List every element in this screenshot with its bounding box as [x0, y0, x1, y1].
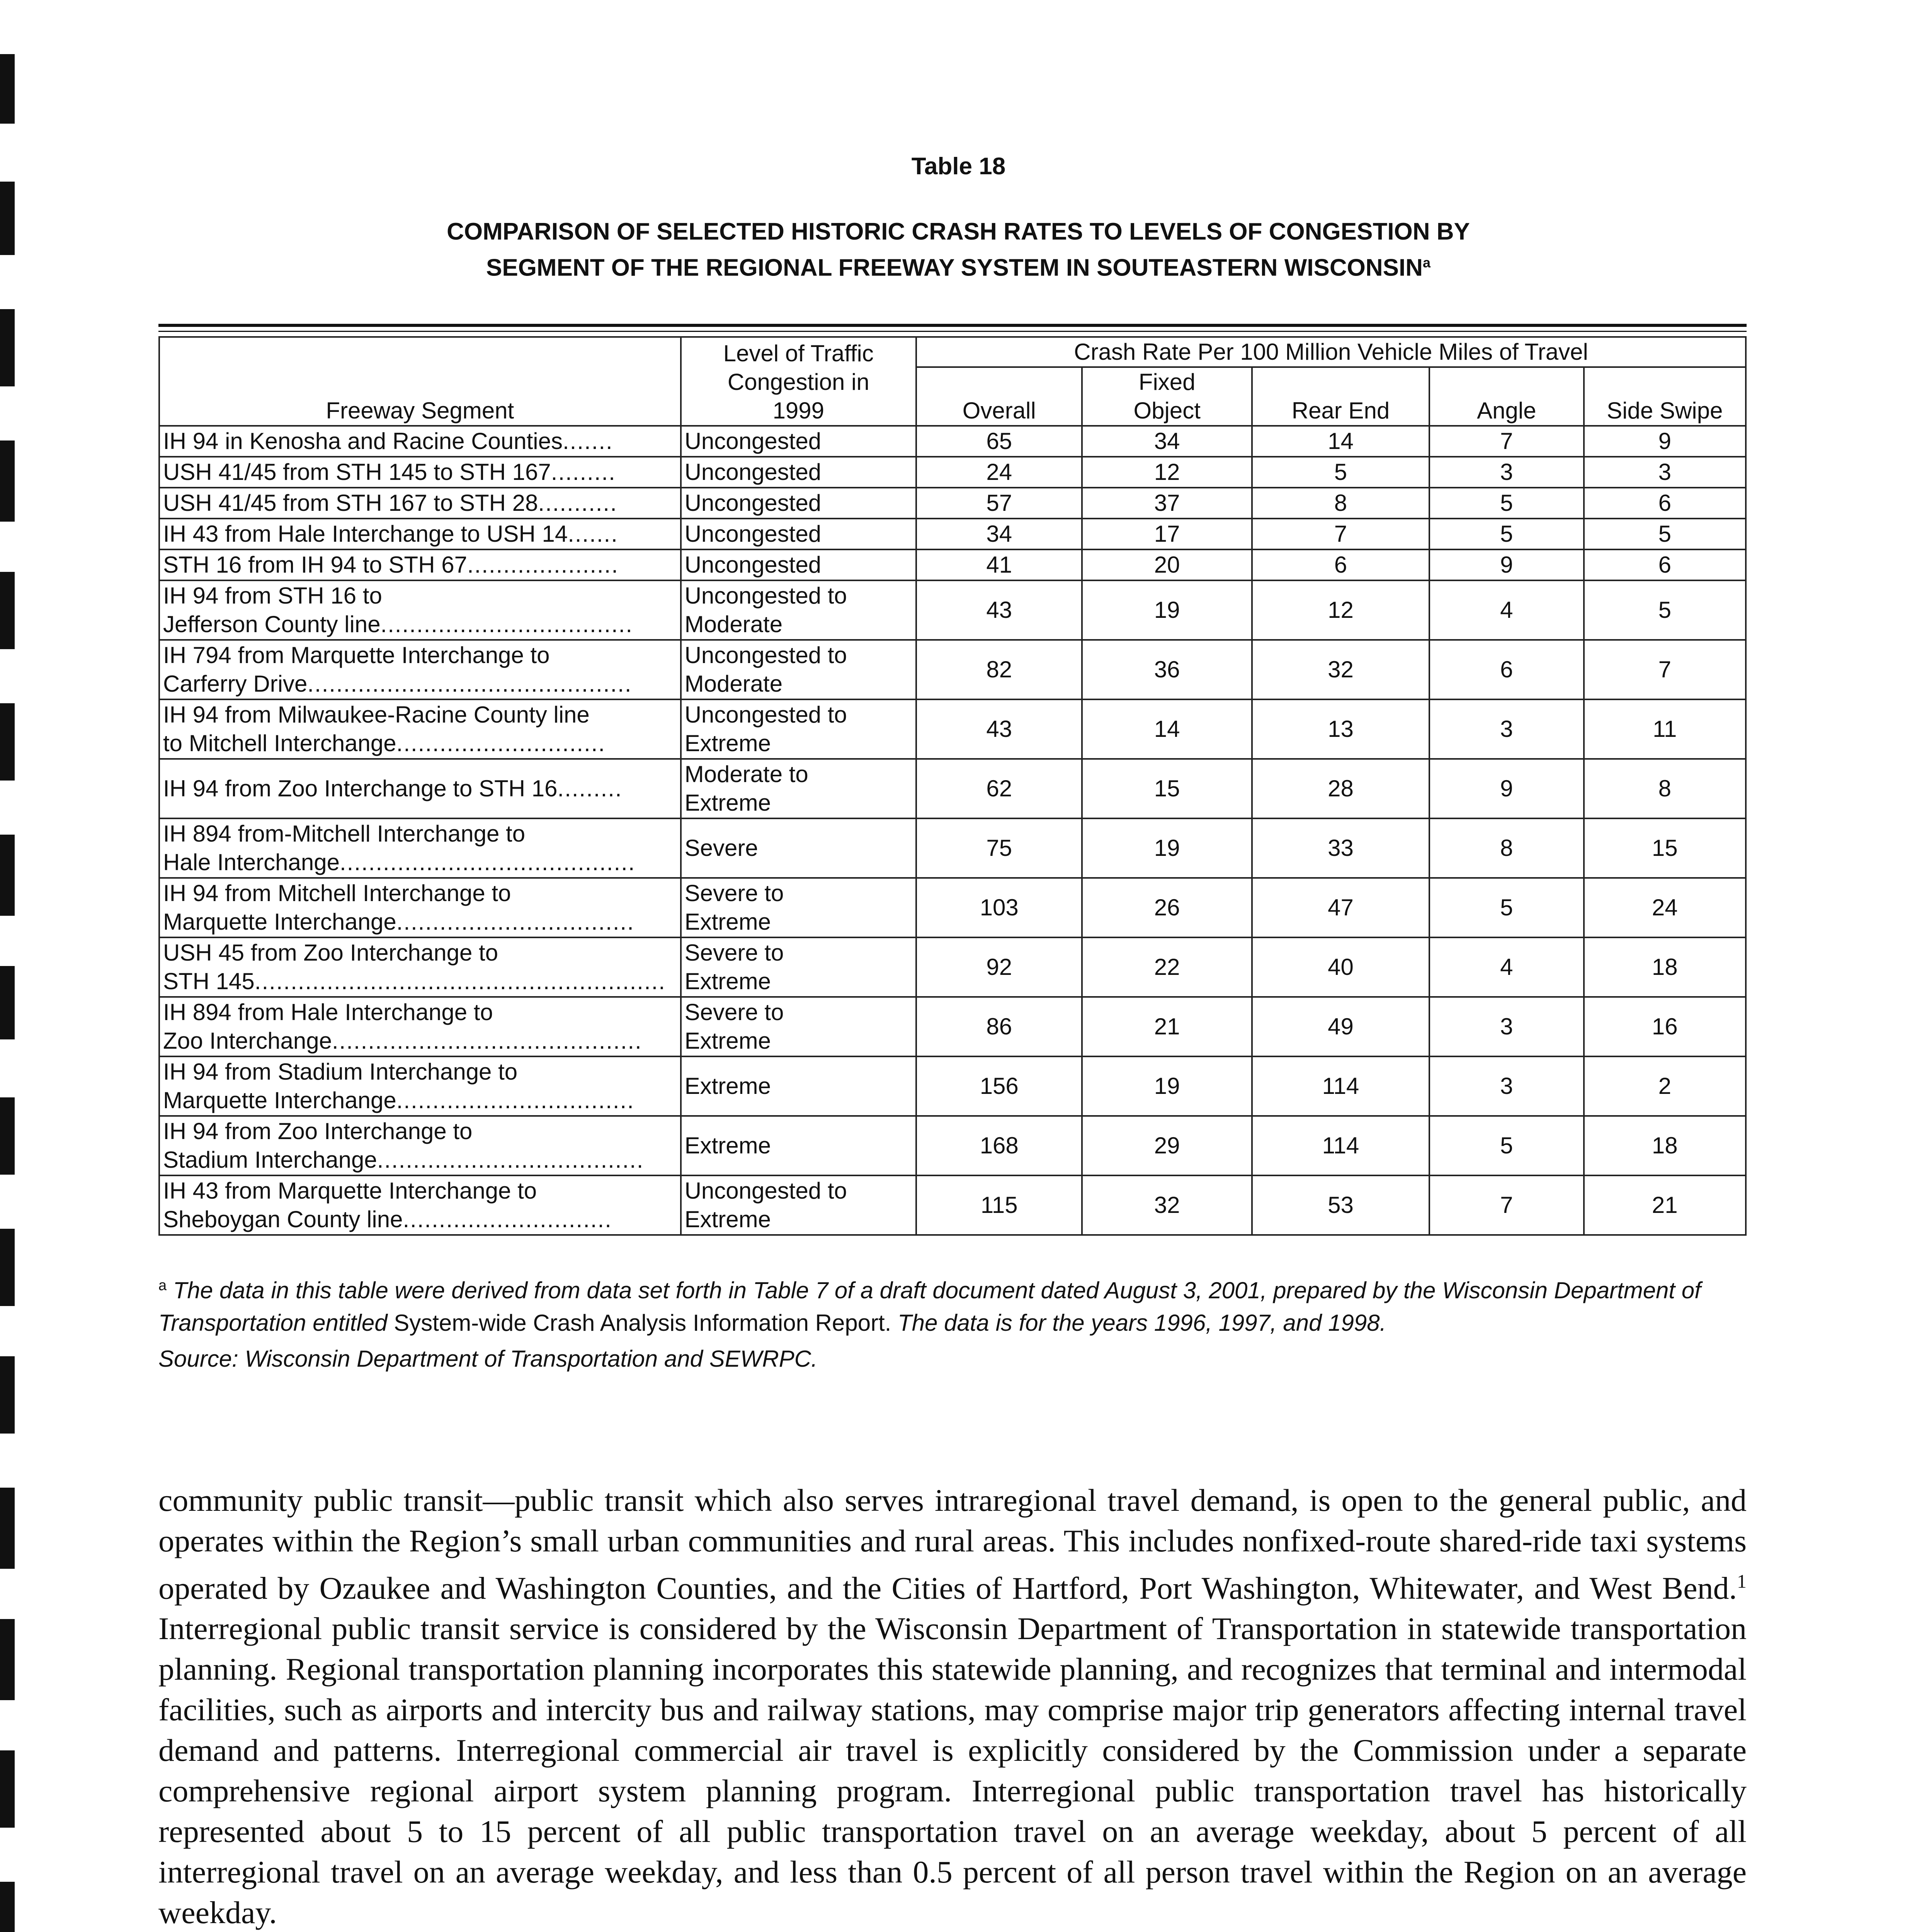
cell-rear-end: 33: [1252, 818, 1429, 878]
cell-overall: 34: [916, 519, 1082, 549]
congestion-line: Extreme: [684, 1073, 771, 1099]
cell-fixed-object: 19: [1082, 580, 1252, 640]
table-row: [159, 699, 1746, 759]
cell-freeway-segment: [159, 699, 681, 759]
segment-text: IH 894 from-Mitchell Interchange to: [163, 821, 526, 847]
cell-congestion-level: [681, 878, 916, 937]
cell-freeway-segment: [159, 878, 681, 937]
title-note-mark: a: [1422, 255, 1431, 270]
cell-angle: 8: [1429, 818, 1584, 878]
cell-rear-end: 28: [1252, 759, 1429, 818]
segment-text: to Mitchell Interchange: [163, 730, 396, 756]
segment-line: [163, 1205, 677, 1234]
congestion-line: Severe to: [684, 940, 784, 966]
cell-freeway-segment: [159, 457, 681, 488]
segment-text: Hale Interchange: [163, 849, 340, 875]
header-crash-rate-group: Crash Rate Per 100 Million Vehicle Miles of Travel: [916, 337, 1746, 367]
congestion-line: Extreme: [684, 1206, 771, 1232]
cell-fixed-object: 15: [1082, 759, 1252, 818]
congestion-line: Extreme: [684, 909, 771, 935]
body-paragraph: community public transit—public transit which also serves intraregional travel demand, is open to the general public, and operates within the Region’s small urban communities and rural areas. This includes nonfixed-route shared-ride taxi systems operated by Ozaukee and Washington Counties, and the Cities of Hartford, Port Washington, Whitewater, and West Bend.$^1$ Interregional public transit service is considered by the Wisconsin Department of Transportation in statewide transportation planning. Regional transportation planning incorporates this statewide planning, and recognizes that terminal and intermodal facilities, such as airports and intercity bus and railway stations, may comprise major trip generators affecting internal travel demand and patterns. Interregional commercial air travel is explicitly considered by the Commission under a separate comprehensive regional airport system planning program. Interregional public transportation travel has historically represented about 5 to 15 percent of all public transportation travel on an average weekday, about 5 percent of all interregional travel on an average weekday, and less than 0.5 percent of all person travel within the Region on an average weekday.: [158, 1483, 1747, 1930]
punch-mark: [0, 703, 15, 781]
cell-congestion-level: [681, 997, 916, 1056]
cell-fixed-object: 21: [1082, 997, 1252, 1056]
cell-congestion-level: [681, 580, 916, 640]
congestion-line: Uncongested to: [684, 583, 847, 609]
cell-fixed-object: 19: [1082, 1056, 1252, 1116]
table-note: [158, 1269, 1747, 1339]
congestion-line: Uncongested: [684, 459, 822, 485]
table-note-mark: a: [158, 1277, 167, 1294]
congestion-line: Moderate: [684, 671, 783, 697]
cell-freeway-segment: [159, 580, 681, 640]
cell-congestion-level: [681, 759, 916, 818]
segment-line: [163, 848, 677, 877]
cell-overall: 156: [916, 1056, 1082, 1116]
segment-text: Marquette Interchange: [163, 909, 396, 935]
punch-mark: [0, 1356, 15, 1434]
cell-side-swipe: 5: [1584, 519, 1746, 549]
segment-line: [163, 1146, 677, 1174]
cell-side-swipe: 7: [1584, 640, 1746, 699]
congestion-line: Extreme: [684, 1028, 771, 1054]
cell-angle: 9: [1429, 549, 1584, 580]
table-top-rule: [158, 324, 1747, 327]
segment-text: IH 94 from Zoo Interchange to STH 16: [163, 776, 558, 801]
cell-freeway-segment: [159, 1116, 681, 1175]
punch-mark: [0, 1229, 15, 1306]
cell-overall: 43: [916, 580, 1082, 640]
source-label: Source:: [158, 1346, 238, 1372]
congestion-line: Extreme: [684, 790, 771, 816]
table-row: [159, 1116, 1746, 1175]
congestion-line: Uncongested to: [684, 642, 847, 668]
cell-congestion-level: [681, 519, 916, 549]
congestion-line: Extreme: [684, 730, 771, 756]
segment-text: Zoo Interchange: [163, 1028, 332, 1054]
leader-dots: .........................................................: [254, 968, 666, 994]
cell-rear-end: 47: [1252, 878, 1429, 937]
table-number: Table 18: [911, 153, 1006, 180]
segment-text: IH 94 from Stadium Interchange to: [163, 1059, 518, 1085]
cell-angle: 3: [1429, 457, 1584, 488]
cell-angle: 5: [1429, 519, 1584, 549]
leader-dots: .....................................: [377, 1147, 644, 1173]
punch-mark: [0, 1097, 15, 1175]
cell-freeway-segment: [159, 640, 681, 699]
table-row: [159, 488, 1746, 519]
congestion-line: Uncongested: [684, 552, 822, 578]
congestion-line: Extreme: [684, 968, 771, 994]
punch-mark: [0, 1882, 15, 1932]
congestion-line: Uncongested: [684, 490, 822, 516]
cell-fixed-object: 12: [1082, 457, 1252, 488]
cell-rear-end: 114: [1252, 1116, 1429, 1175]
segment-line: [163, 729, 677, 758]
segment-text: IH 94 from Zoo Interchange to: [163, 1118, 473, 1144]
segment-text: IH 94 from STH 16 to: [163, 583, 382, 609]
cell-overall: 24: [916, 457, 1082, 488]
segment-line: [163, 1117, 677, 1146]
footnote-reference: 1: [1737, 1570, 1747, 1592]
segment-text: Stadium Interchange: [163, 1147, 377, 1173]
cell-congestion-level: [681, 818, 916, 878]
segment-line: [163, 908, 677, 936]
cell-freeway-segment: [159, 937, 681, 997]
leader-dots: .........................................: [339, 849, 636, 875]
cell-congestion-level: [681, 699, 916, 759]
leader-dots: .........: [551, 459, 616, 485]
cell-fixed-object: 34: [1082, 426, 1252, 457]
congestion-line: Severe to: [684, 999, 784, 1025]
segment-line: [163, 427, 677, 456]
cell-angle: 3: [1429, 1056, 1584, 1116]
table-header: [159, 337, 1746, 426]
crash-rate-table: [158, 336, 1747, 1236]
cell-overall: 168: [916, 1116, 1082, 1175]
table-row: [159, 519, 1746, 549]
cell-fixed-object: 19: [1082, 818, 1252, 878]
congestion-line: Severe: [684, 835, 758, 861]
segment-line: [163, 551, 677, 579]
cell-overall: 62: [916, 759, 1082, 818]
punch-mark: [0, 1488, 15, 1569]
cell-congestion-level: [681, 640, 916, 699]
cell-freeway-segment: [159, 1175, 681, 1235]
table-row: [159, 426, 1746, 457]
cell-angle: 4: [1429, 580, 1584, 640]
cell-rear-end: 40: [1252, 937, 1429, 997]
cell-fixed-object: 37: [1082, 488, 1252, 519]
cell-rear-end: 14: [1252, 426, 1429, 457]
cell-angle: 7: [1429, 426, 1584, 457]
header-side-swipe: Side Swipe: [1584, 367, 1746, 426]
segment-text: Marquette Interchange: [163, 1087, 396, 1113]
leader-dots: ...........................................: [332, 1028, 642, 1054]
segment-text: USH 41/45 from STH 145 to STH 167: [163, 459, 551, 485]
congestion-line: Moderate to: [684, 761, 808, 787]
table-row: [159, 549, 1746, 580]
header-freeway-segment: Freeway Segment: [159, 337, 681, 426]
punch-mark: [0, 182, 15, 255]
punch-mark: [0, 1750, 15, 1828]
cell-overall: 103: [916, 878, 1082, 937]
cell-side-swipe: 11: [1584, 699, 1746, 759]
segment-text: Carferry Drive: [163, 671, 308, 697]
header-overall: Overall: [916, 367, 1082, 426]
cell-overall: 57: [916, 488, 1082, 519]
cell-freeway-segment: [159, 818, 681, 878]
punch-mark: [0, 54, 15, 124]
leader-dots: .................................: [396, 909, 634, 935]
cell-angle: 3: [1429, 699, 1584, 759]
table-title-line-1: COMPARISON OF SELECTED HISTORIC CRASH RATES TO LEVELS OF CONGESTION BY: [447, 218, 1470, 245]
segment-line: [163, 1027, 677, 1055]
cell-angle: 6: [1429, 640, 1584, 699]
segment-line: [163, 582, 677, 610]
cell-fixed-object: 26: [1082, 878, 1252, 937]
cell-angle: 3: [1429, 997, 1584, 1056]
cell-side-swipe: 18: [1584, 937, 1746, 997]
cell-fixed-object: 29: [1082, 1116, 1252, 1175]
cell-freeway-segment: [159, 426, 681, 457]
segment-text: USH 45 from Zoo Interchange to: [163, 940, 498, 966]
cell-freeway-segment: [159, 997, 681, 1056]
congestion-line: Uncongested: [684, 521, 822, 547]
segment-text: IH 94 in Kenosha and Racine Counties: [163, 428, 563, 454]
cell-congestion-level: [681, 1056, 916, 1116]
cell-rear-end: 53: [1252, 1175, 1429, 1235]
header-rear-end: Rear End: [1252, 367, 1429, 426]
cell-congestion-level: [681, 426, 916, 457]
cell-angle: 4: [1429, 937, 1584, 997]
punch-mark: [0, 835, 15, 916]
segment-text: IH 94 from Milwaukee-Racine County line: [163, 702, 590, 728]
segment-line: [163, 489, 677, 517]
cell-side-swipe: 21: [1584, 1175, 1746, 1235]
punch-mark: [0, 572, 15, 649]
leader-dots: .............................: [396, 730, 606, 756]
cell-side-swipe: 3: [1584, 457, 1746, 488]
segment-line: [163, 701, 677, 729]
leader-dots: .....................: [467, 552, 619, 578]
segment-line: [163, 1058, 677, 1086]
table-row: [159, 937, 1746, 997]
table-note-text-2: The data is for the years 1996, 1997, and 1998.: [891, 1310, 1386, 1336]
punch-mark: [0, 966, 15, 1039]
segment-text: IH 794 from Marquette Interchange to: [163, 642, 550, 668]
cell-rear-end: 32: [1252, 640, 1429, 699]
cell-side-swipe: 15: [1584, 818, 1746, 878]
cell-overall: 65: [916, 426, 1082, 457]
cell-congestion-level: [681, 488, 916, 519]
cell-freeway-segment: [159, 759, 681, 818]
table-row: [159, 759, 1746, 818]
leader-dots: .................................: [396, 1087, 634, 1113]
segment-text: STH 145: [163, 968, 255, 994]
leader-dots: ...........: [538, 490, 617, 516]
cell-rear-end: 5: [1252, 457, 1429, 488]
cell-overall: 115: [916, 1175, 1082, 1235]
cell-rear-end: 13: [1252, 699, 1429, 759]
cell-angle: 7: [1429, 1175, 1584, 1235]
congestion-line: Uncongested: [684, 428, 822, 454]
segment-line: [163, 520, 677, 548]
segment-text: IH 43 from Marquette Interchange to: [163, 1178, 537, 1204]
leader-dots: ...................................: [380, 611, 633, 637]
cell-fixed-object: 32: [1082, 1175, 1252, 1235]
cell-side-swipe: 6: [1584, 549, 1746, 580]
punch-mark: [0, 1619, 15, 1700]
segment-line: [163, 998, 677, 1027]
cell-angle: 5: [1429, 1116, 1584, 1175]
table-note-text-1: The data in this table were derived from data set forth in Table 7 of a draft document dated August 3, 2001, prepared by the Wisconsin Department of Transportation entitled: [158, 1277, 1701, 1336]
table-row: [159, 818, 1746, 878]
cell-overall: 92: [916, 937, 1082, 997]
source-text: Wisconsin Department of Transportation and SEWRPC.: [245, 1346, 818, 1372]
leader-dots: .........: [557, 776, 623, 801]
segment-text: Jefferson County line: [163, 611, 381, 637]
cell-overall: 75: [916, 818, 1082, 878]
table-note-report-title: System-wide Crash Analysis Information Report.: [394, 1310, 891, 1336]
table-row: [159, 997, 1746, 1056]
segment-line: [163, 967, 677, 996]
cell-fixed-object: 36: [1082, 640, 1252, 699]
table-source: [158, 1343, 1747, 1375]
congestion-line: Extreme: [684, 1133, 771, 1158]
cell-fixed-object: 20: [1082, 549, 1252, 580]
leader-dots: .............................: [403, 1206, 612, 1232]
table-row: [159, 1175, 1746, 1235]
punch-mark: [0, 440, 15, 522]
cell-rear-end: 8: [1252, 488, 1429, 519]
cell-congestion-level: [681, 1116, 916, 1175]
cell-side-swipe: 6: [1584, 488, 1746, 519]
segment-text: STH 16 from IH 94 to STH 67: [163, 552, 467, 578]
segment-line: [163, 1177, 677, 1205]
cell-congestion-level: [681, 937, 916, 997]
cell-angle: 5: [1429, 878, 1584, 937]
table-row: [159, 640, 1746, 699]
segment-line: [163, 458, 677, 486]
table-row: [159, 580, 1746, 640]
segment-text: USH 41/45 from STH 167 to STH 28: [163, 490, 538, 516]
table-row: [159, 878, 1746, 937]
segment-line: [163, 774, 677, 803]
header-angle: Angle: [1429, 367, 1584, 426]
cell-side-swipe: 8: [1584, 759, 1746, 818]
cell-side-swipe: 16: [1584, 997, 1746, 1056]
cell-rear-end: 49: [1252, 997, 1429, 1056]
congestion-line: Uncongested to: [684, 702, 847, 728]
table-title: [232, 216, 1685, 284]
table-body: [159, 426, 1746, 1235]
cell-side-swipe: 24: [1584, 878, 1746, 937]
cell-side-swipe: 5: [1584, 580, 1746, 640]
cell-side-swipe: 18: [1584, 1116, 1746, 1175]
cell-angle: 5: [1429, 488, 1584, 519]
cell-rear-end: 6: [1252, 549, 1429, 580]
leader-dots: .......: [563, 428, 613, 454]
segment-line: [163, 670, 677, 698]
cell-freeway-segment: [159, 549, 681, 580]
cell-freeway-segment: [159, 488, 681, 519]
cell-overall: 41: [916, 549, 1082, 580]
cell-freeway-segment: [159, 1056, 681, 1116]
table-top-rule-thin: [158, 331, 1747, 332]
segment-line: [163, 820, 677, 848]
cell-side-swipe: 2: [1584, 1056, 1746, 1116]
cell-freeway-segment: [159, 519, 681, 549]
cell-congestion-level: [681, 1175, 916, 1235]
leader-dots: .......: [568, 521, 618, 547]
table-row: [159, 457, 1746, 488]
segment-line: [163, 610, 677, 639]
cell-fixed-object: 22: [1082, 937, 1252, 997]
cell-overall: 43: [916, 699, 1082, 759]
segment-text: IH 43 from Hale Interchange to USH 14: [163, 521, 568, 547]
cell-angle: 9: [1429, 759, 1584, 818]
leader-dots: .............................................: [307, 671, 632, 697]
segment-text: Sheboygan County line: [163, 1206, 403, 1232]
cell-overall: 82: [916, 640, 1082, 699]
cell-rear-end: 7: [1252, 519, 1429, 549]
segment-text: IH 94 from Mitchell Interchange to: [163, 880, 511, 906]
table-title-line-2: SEGMENT OF THE REGIONAL FREEWAY SYSTEM IN SOUTEASTERN WISCONSIN$^a$: [486, 254, 1431, 281]
cell-congestion-level: [681, 549, 916, 580]
cell-rear-end: 114: [1252, 1056, 1429, 1116]
cell-side-swipe: 9: [1584, 426, 1746, 457]
segment-line: [163, 641, 677, 670]
congestion-line: Severe to: [684, 880, 784, 906]
cell-fixed-object: 17: [1082, 519, 1252, 549]
cell-rear-end: 12: [1252, 580, 1429, 640]
congestion-line: Moderate: [684, 611, 783, 637]
cell-overall: 86: [916, 997, 1082, 1056]
header-fixed-object: Fixed Object: [1082, 367, 1252, 426]
congestion-line: Uncongested to: [684, 1178, 847, 1204]
segment-line: [163, 879, 677, 908]
segment-line: [163, 939, 677, 967]
cell-fixed-object: 14: [1082, 699, 1252, 759]
punch-mark: [0, 309, 15, 386]
cell-congestion-level: [681, 457, 916, 488]
header-congestion: Level of Traffic Congestion in 1999: [681, 337, 916, 426]
segment-line: [163, 1086, 677, 1115]
segment-text: IH 894 from Hale Interchange to: [163, 999, 493, 1025]
table-row: [159, 1056, 1746, 1116]
